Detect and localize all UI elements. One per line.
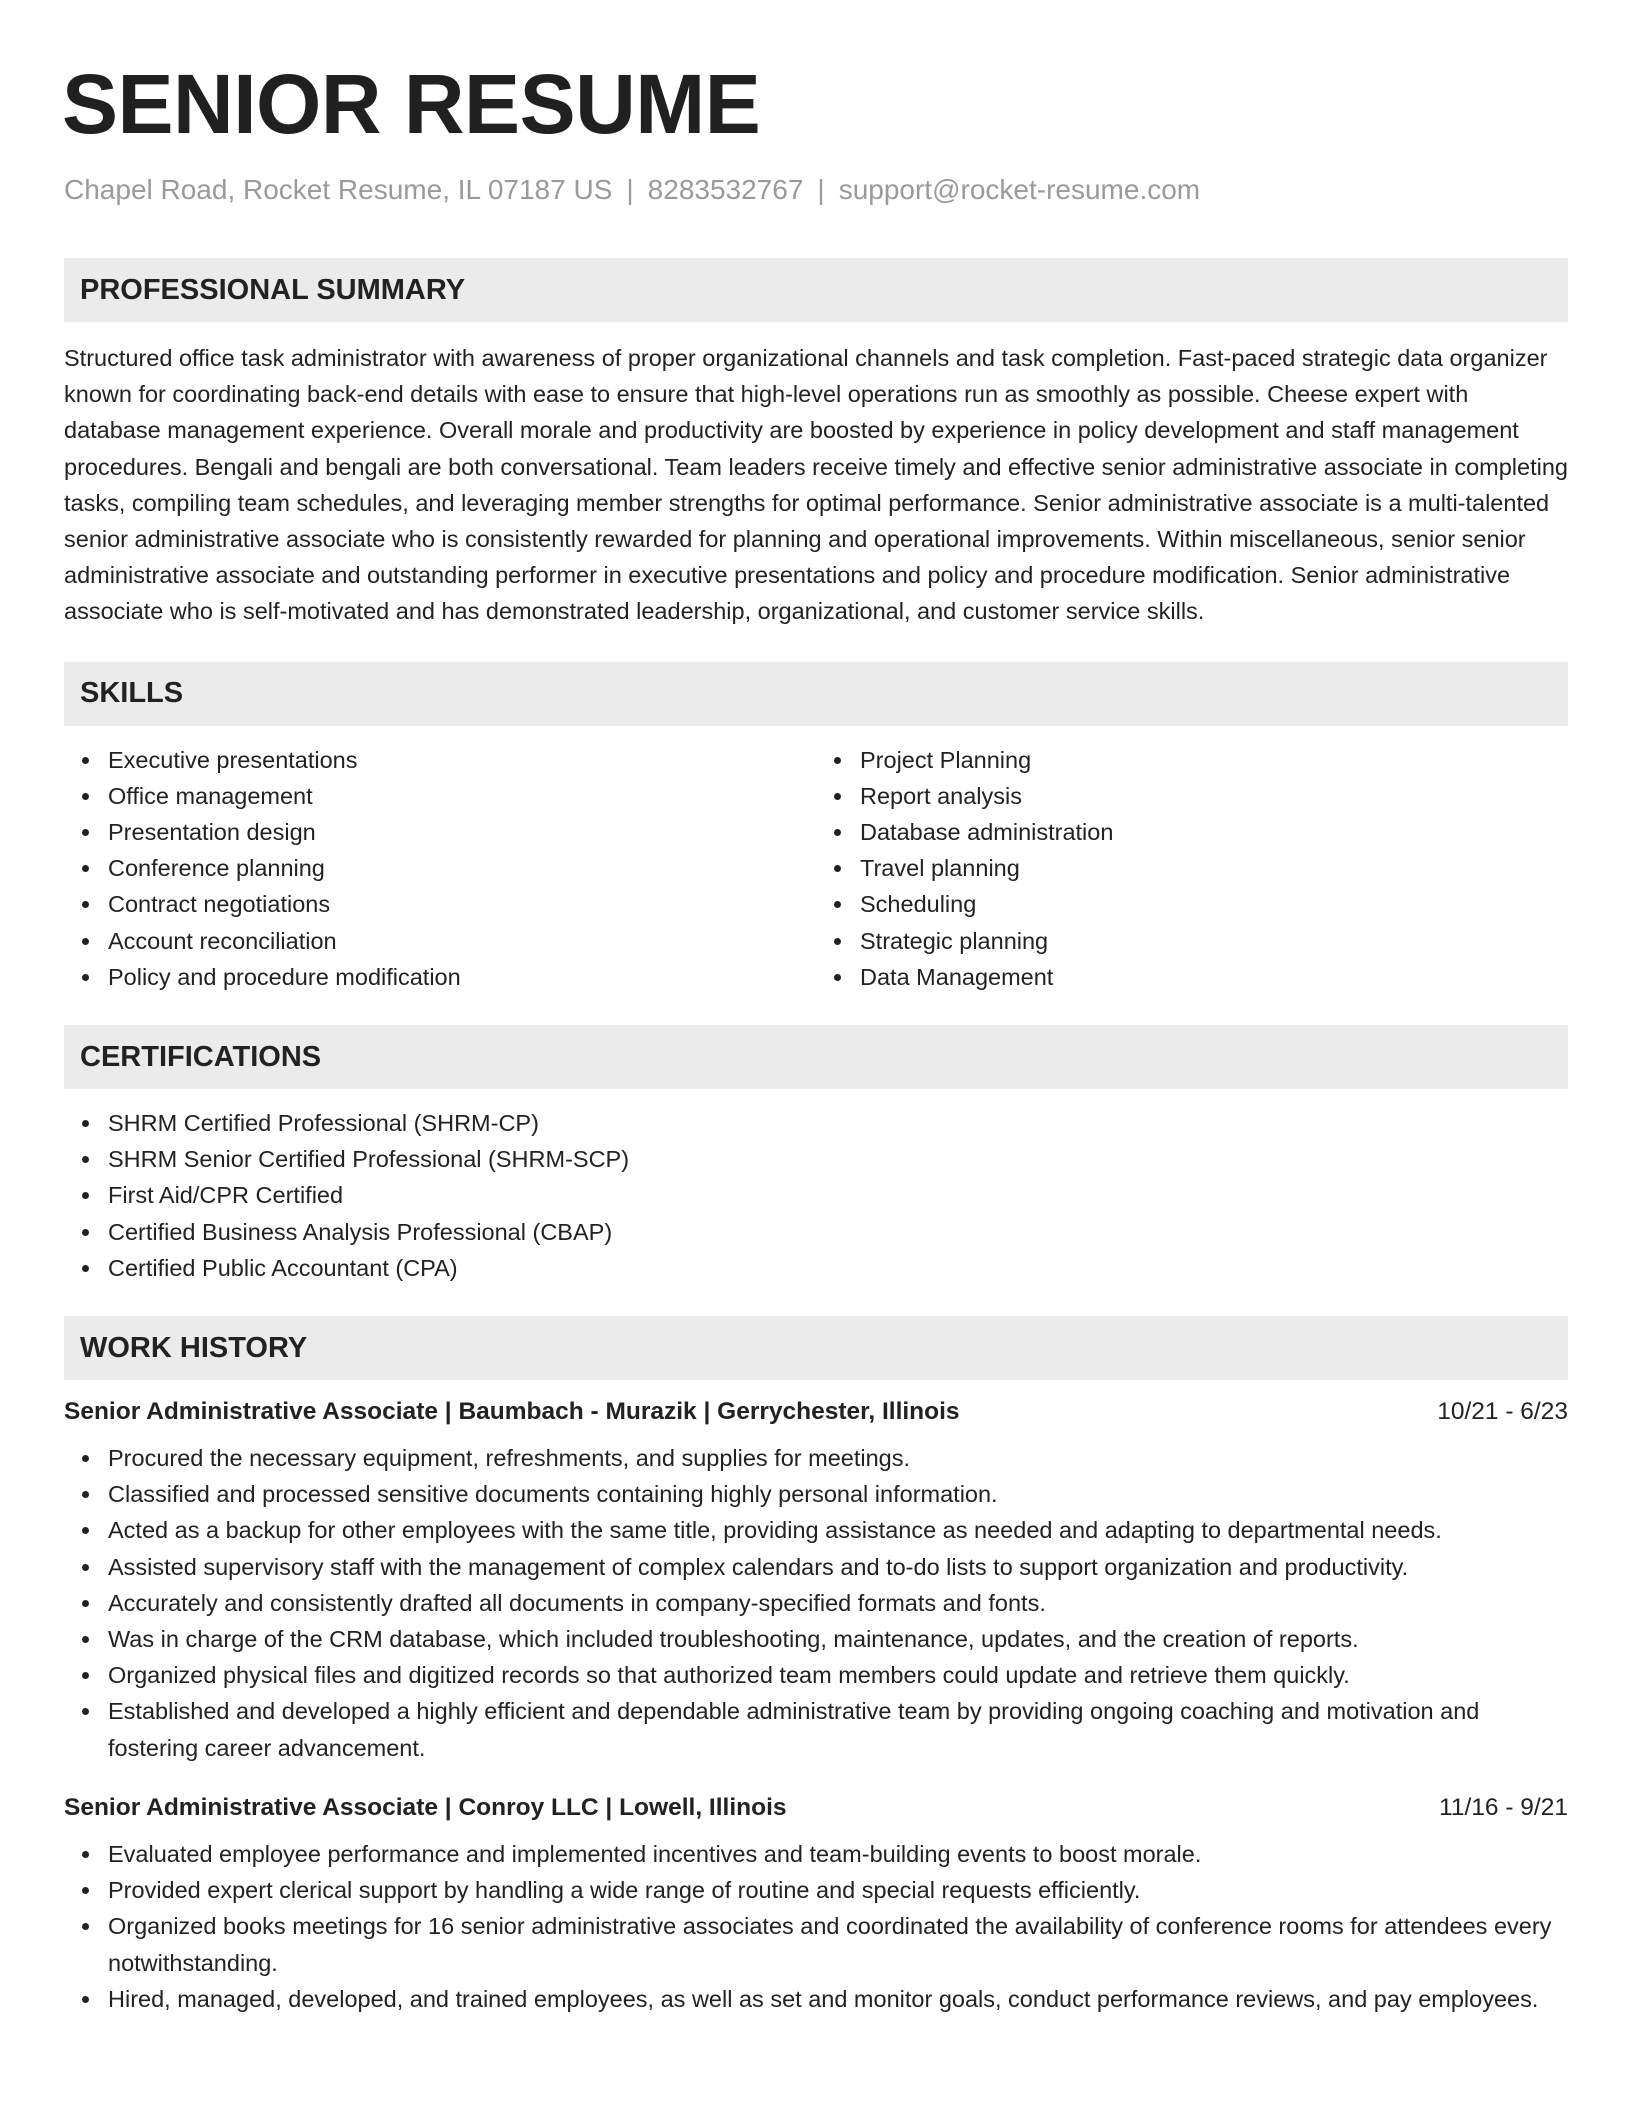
certification-item: SHRM Senior Certified Professional (SHRM-SCP) [64,1141,1568,1177]
skill-item: Database administration [816,814,1568,850]
skill-item: Travel planning [816,850,1568,886]
professional-summary-text: Structured office task administrator with awareness of proper organizational channels and task completion. Fast-paced strategic data organizer known for coordinating back-end details with ease to ensure that high-level operations run as smoothly as possible. Cheese expert with database management experience. Overall morale and productivity are boosted by experience in policy development and staff management procedures. Bengali and bengali are both conversational. Team leaders receive timely and effective senior administrative associate in completing tasks, compiling team schedules, and leveraging member strengths for optimal performance. Senior administrative associate is a multi-talented senior administrative associate who is consistently rewarded for planning and operational improvements. Within miscellaneous, senior senior administrative associate and outstanding performer in executive presentations and policy and procedure modification. Senior administrative associate who is self-motivated and has demonstrated leadership, organizational, and customer service skills. [64,345,1568,625]
job-bullet-list [64,1836,1568,2017]
contact-email: support@rocket-resume.com [838,174,1201,205]
skill-item: Contract negotiations [64,886,816,922]
job-title: Senior Administrative Associate | Baumbach - Murazik | Gerrychester, Illinois [64,1398,960,1426]
contact-line [64,174,1568,206]
skill-item: Presentation design [64,814,816,850]
section-header-professional-summary: PROFESSIONAL SUMMARY [64,258,1568,322]
job-bullet: Accurately and consistently drafted all documents in company-specified formats and fonts. [64,1585,1568,1621]
skills-column-right [816,742,1568,995]
contact-separator: | [817,174,825,205]
skill-item: Account reconciliation [64,923,816,959]
certification-item: SHRM Certified Professional (SHRM-CP) [64,1105,1568,1141]
job-bullet: Evaluated employee performance and implemented incentives and team-building events to boost morale. [64,1836,1568,1872]
resume-name: SENIOR RESUME [62,57,761,151]
contact-phone: 8283532767 [647,174,804,205]
contact-address: Chapel Road, Rocket Resume, IL 07187 US [64,174,613,205]
skill-item: Policy and procedure modification [64,959,816,995]
certification-item: First Aid/CPR Certified [64,1177,1568,1213]
job-heading-row [64,1398,1568,1426]
job-bullet: Procured the necessary equipment, refreshments, and supplies for meetings. [64,1440,1568,1476]
job-bullet: Was in charge of the CRM database, which included troubleshooting, maintenance, updates, and the creation of reports. [64,1621,1568,1657]
job-title: Senior Administrative Associate | Conroy LLC | Lowell, Illinois [64,1793,787,1821]
skill-item: Project Planning [816,742,1568,778]
section-header-certifications: CERTIFICATIONS [64,1025,1568,1089]
certification-item: Certified Public Accountant (CPA) [64,1250,1568,1286]
skill-item: Scheduling [816,886,1568,922]
job-dates: 10/21 - 6/23 [1437,1398,1568,1426]
skill-item: Data Management [816,959,1568,995]
skill-item: Conference planning [64,850,816,886]
skill-item: Report analysis [816,778,1568,814]
job-bullet-list [64,1440,1568,1766]
job-bullet: Organized books meetings for 16 senior administrative associates and coordinated the availability of conference rooms for attendees every notwithstanding. [64,1908,1568,1980]
contact-separator: | [626,174,634,205]
job-bullet: Hired, managed, developed, and trained employees, as well as set and monitor goals, conduct performance reviews, and pay employees. [64,1981,1568,2017]
job-entry [64,1398,1568,1766]
skill-item: Executive presentations [64,742,816,778]
certification-item: Certified Business Analysis Professional (CBAP) [64,1214,1568,1250]
section-header-skills: SKILLS [64,662,1568,726]
skill-item: Office management [64,778,816,814]
skills-list [64,742,1568,995]
job-bullet: Provided expert clerical support by handling a wide range of routine and special requests efficiently. [64,1872,1568,1908]
job-bullet: Acted as a backup for other employees with the same title, providing assistance as needed and adapting to departmental needs. [64,1512,1568,1548]
section-header-work-history: WORK HISTORY [64,1316,1568,1380]
skill-item: Strategic planning [816,923,1568,959]
job-bullet: Assisted supervisory staff with the management of complex calendars and to-do lists to support organization and productivity. [64,1549,1568,1585]
job-bullet: Organized physical files and digitized records so that authorized team members could update and retrieve them quickly. [64,1657,1568,1693]
job-dates: 11/16 - 9/21 [1439,1793,1568,1821]
job-entry [64,1794,1568,2017]
job-bullet: Established and developed a highly efficient and dependable administrative team by providing ongoing coaching and motivation and fostering career advancement. [64,1693,1568,1765]
job-bullet: Classified and processed sensitive documents containing highly personal information. [64,1476,1568,1512]
job-heading-row [64,1794,1568,1822]
certifications-list [64,1105,1568,1286]
skills-column-left [64,742,816,995]
